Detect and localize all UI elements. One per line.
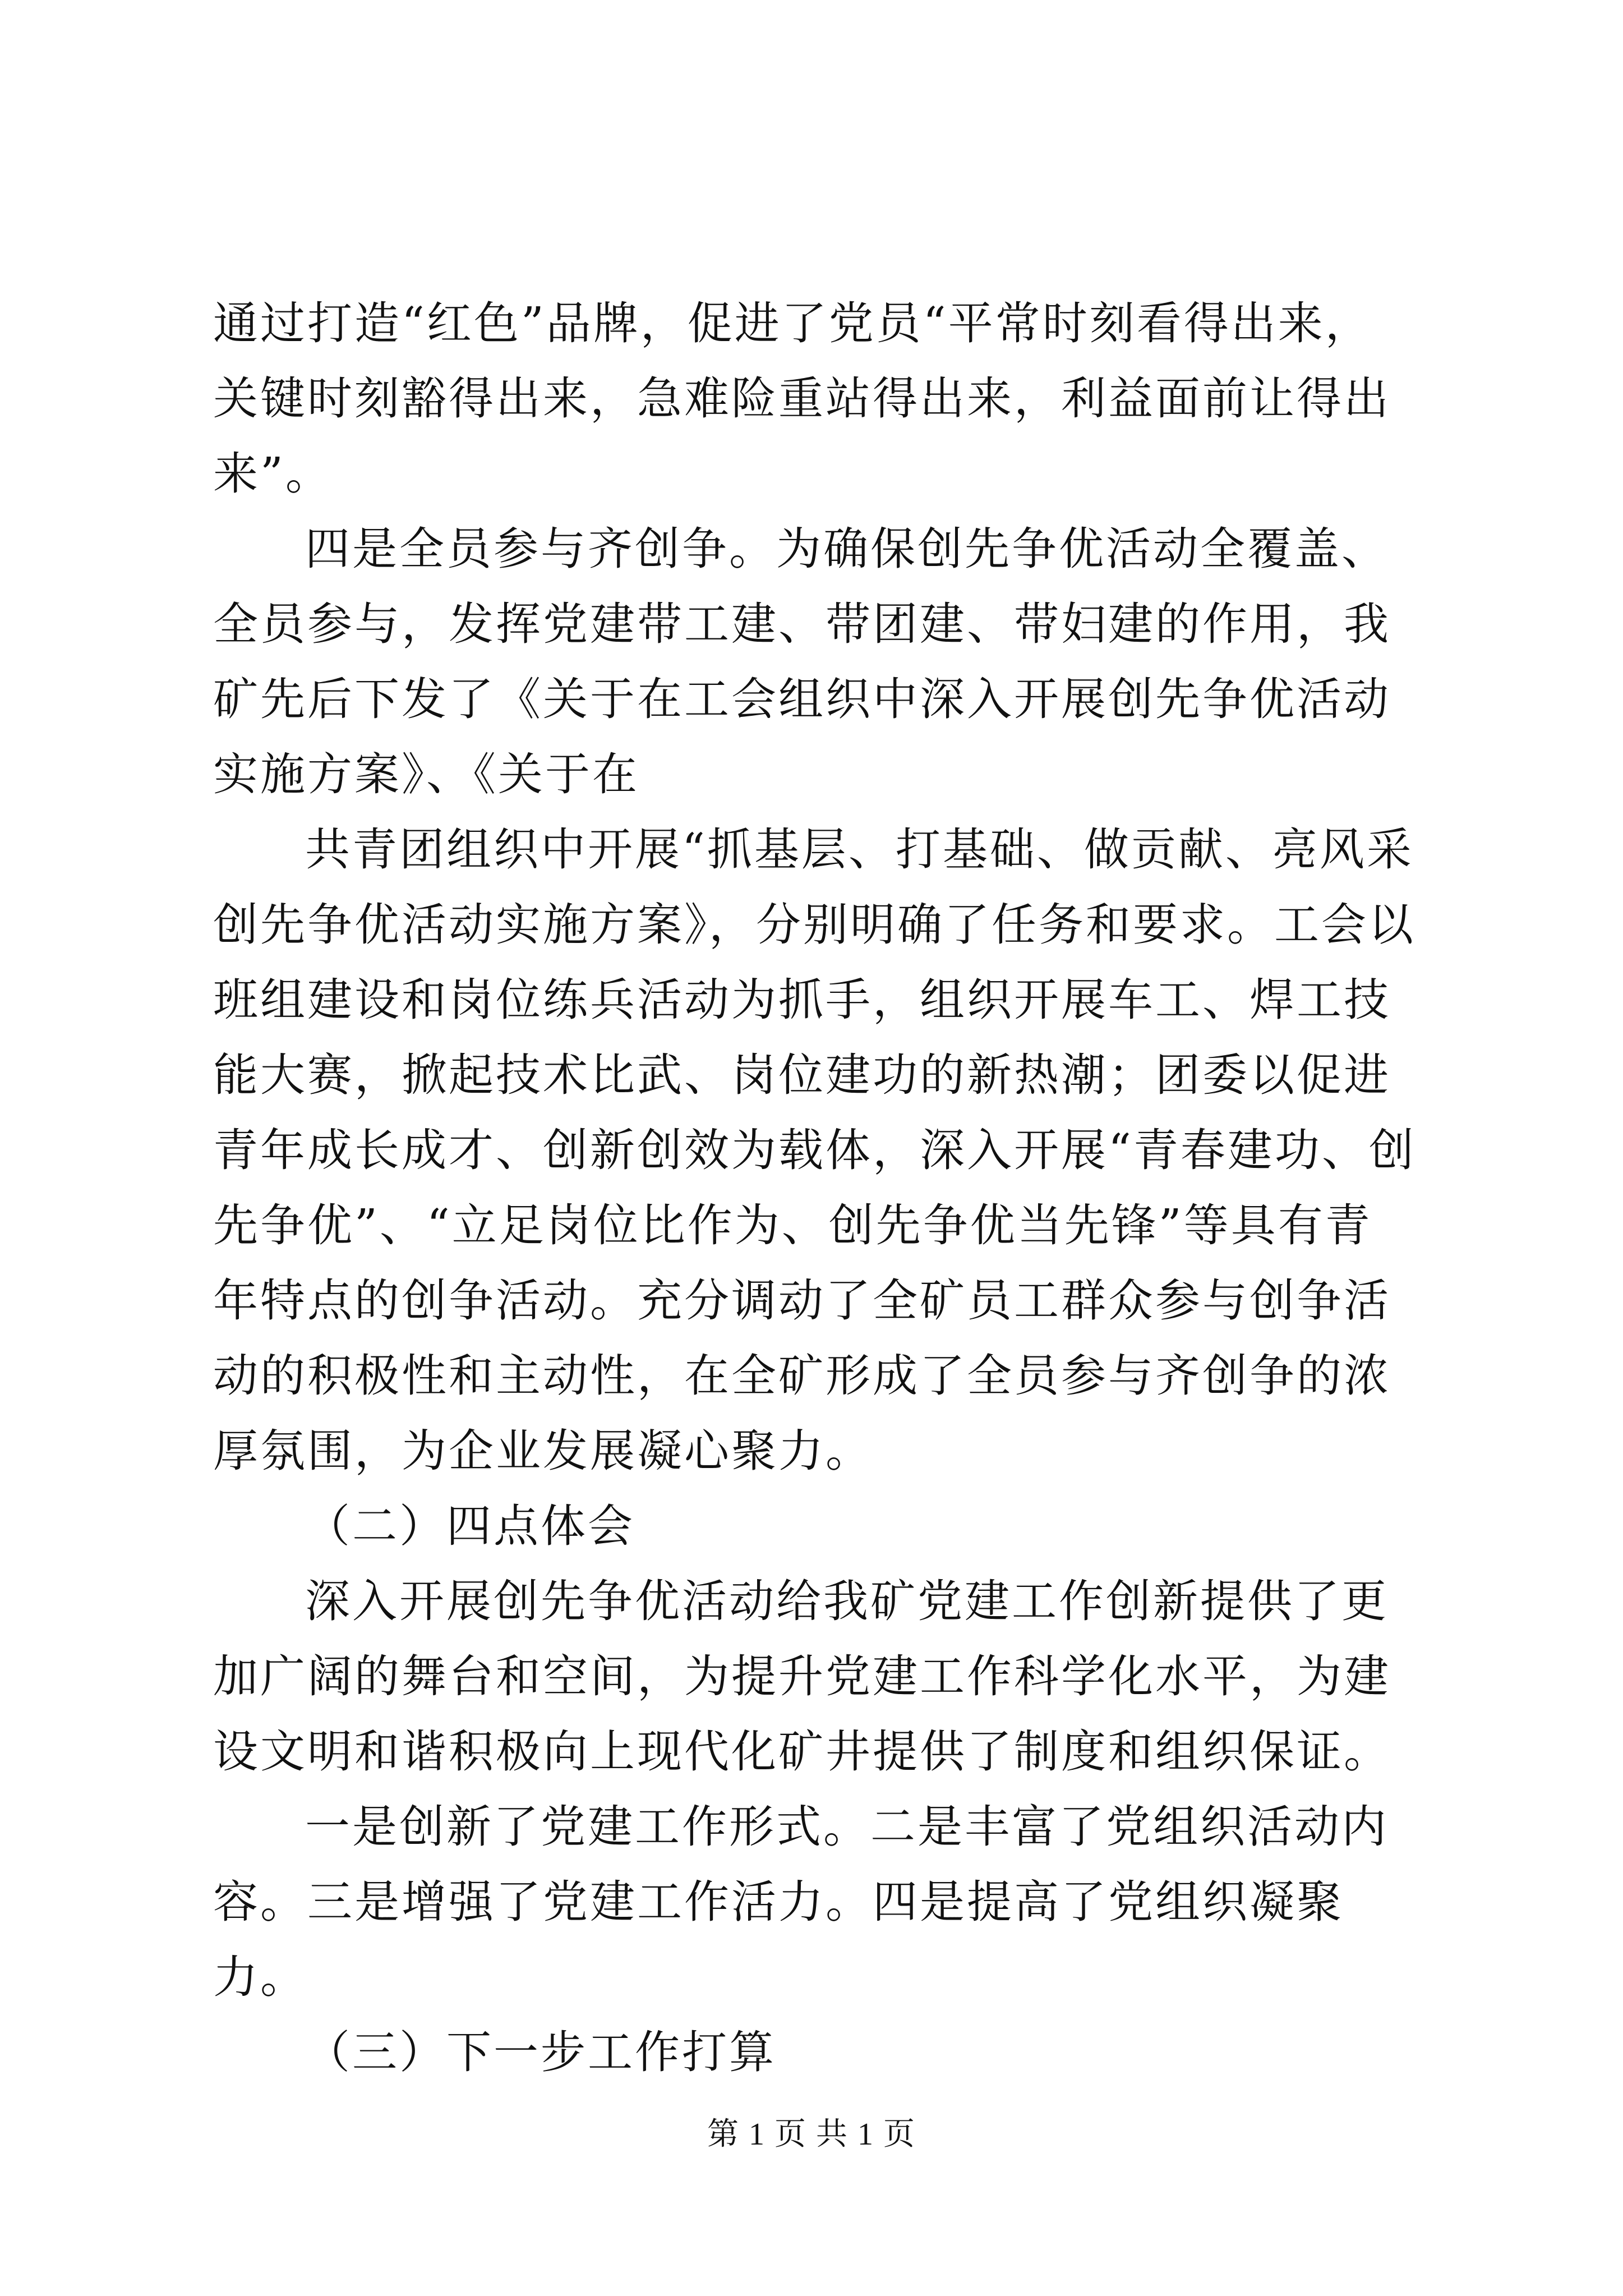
section-heading-four-insights: （二）四点体会 — [305, 1500, 635, 1552]
paragraph-red-brand: 通过打造“红色”品牌，促进了党员“平常时刻看得出来，关键时刻豁得出来，急难险重站得出来，利益面前让得出来”。 — [213, 297, 1391, 500]
paragraph-insights-intro: 深入开展创先争优活动给我矿党建工作创新提供了更加广阔的舞台和空间，为提升党建工作科学化水平，为建设文明和谐积极向上现代化矿井提供了制度和组织保证。 — [213, 1575, 1391, 1778]
paragraph-youth-league: 共青团组织中开展“抓基层、打基础、做贡献、亮风采创先争优活动实施方案》，分别明确了任务和要求。工会以班组建设和岗位练兵活动为抓手，组织开展车工、焊工技能大赛，掀起技术比武、岗位建功的新热潮；团委以促进青年成长成才、创新创效为载体，深入开展“青春建功、创先争优”、“立足岗位比作为、创先争优当先锋”等具有青年特点的创争活动。充分调动了全矿员工群众参与创争活动的积极性和主动性，在全矿形成了全员参与齐创争的浓厚氛围，为企业发展凝心聚力。 — [213, 823, 1416, 1477]
paragraph-full-participation: 四是全员参与齐创争。为确保创先争优活动全覆盖、全员参与，发挥党建带工建、带团建、带妇建的作用，我矿先后下发了《关于在工会组织中深入开展创先争优活动实施方案》、《关于在 — [213, 523, 1391, 800]
paragraph-insights-list: 一是创新了党建工作形式。二是丰富了党组织活动内容。三是增强了党建工作活力。四是提高了党组织凝聚力。 — [213, 1801, 1389, 2003]
document-body — [213, 286, 1419, 2090]
page-number-footer: 第 1 页 共 1 页 — [707, 2117, 916, 2152]
section-heading-next-steps: （三）下一步工作打算 — [305, 2026, 776, 2078]
